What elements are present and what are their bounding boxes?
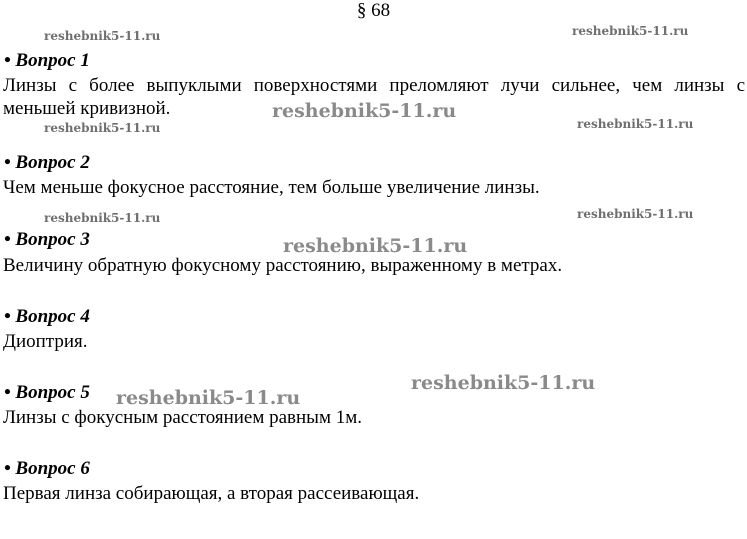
watermark: reshebnik5-11.ru [116,387,301,409]
watermark: reshebnik5-11.ru [577,117,694,131]
question-1-title: • Вопрос 1 [4,50,90,71]
question-6-answer: Первая линза собирающая, а вторая рассеивающая. [3,483,420,504]
watermark: reshebnik5-11.ru [411,372,596,394]
watermark: reshebnik5-11.ru [283,235,468,257]
question-4-answer: Диоптрия. [3,331,88,352]
watermark: reshebnik5-11.ru [44,211,161,225]
watermark: reshebnik5-11.ru [577,207,694,221]
question-2-title: • Вопрос 2 [4,152,90,173]
question-3-title: • Вопрос 3 [4,229,90,250]
question-5-answer: Линзы с фокусным расстоянием равным 1м. [3,407,362,428]
question-4-title: • Вопрос 4 [4,306,90,327]
watermark: reshebnik5-11.ru [44,121,161,135]
page-header: § 68 [356,0,391,21]
question-1-answer: Линзы с более выпуклыми поверхностями преломляют лучи сильнее, чем линзы с меньшей кривизной. [3,75,745,119]
watermark: reshebnik5-11.ru [44,29,161,43]
question-5-title: • Вопрос 5 [4,382,90,403]
question-2-answer: Чем меньше фокусное расстояние, тем больше увеличение линзы. [3,177,540,198]
question-6-title: • Вопрос 6 [4,458,90,479]
watermark: reshebnik5-11.ru [572,24,689,38]
watermark: reshebnik5-11.ru [272,100,457,122]
question-3-answer: Величину обратную фокусному расстоянию, выраженному в метрах. [3,255,563,276]
